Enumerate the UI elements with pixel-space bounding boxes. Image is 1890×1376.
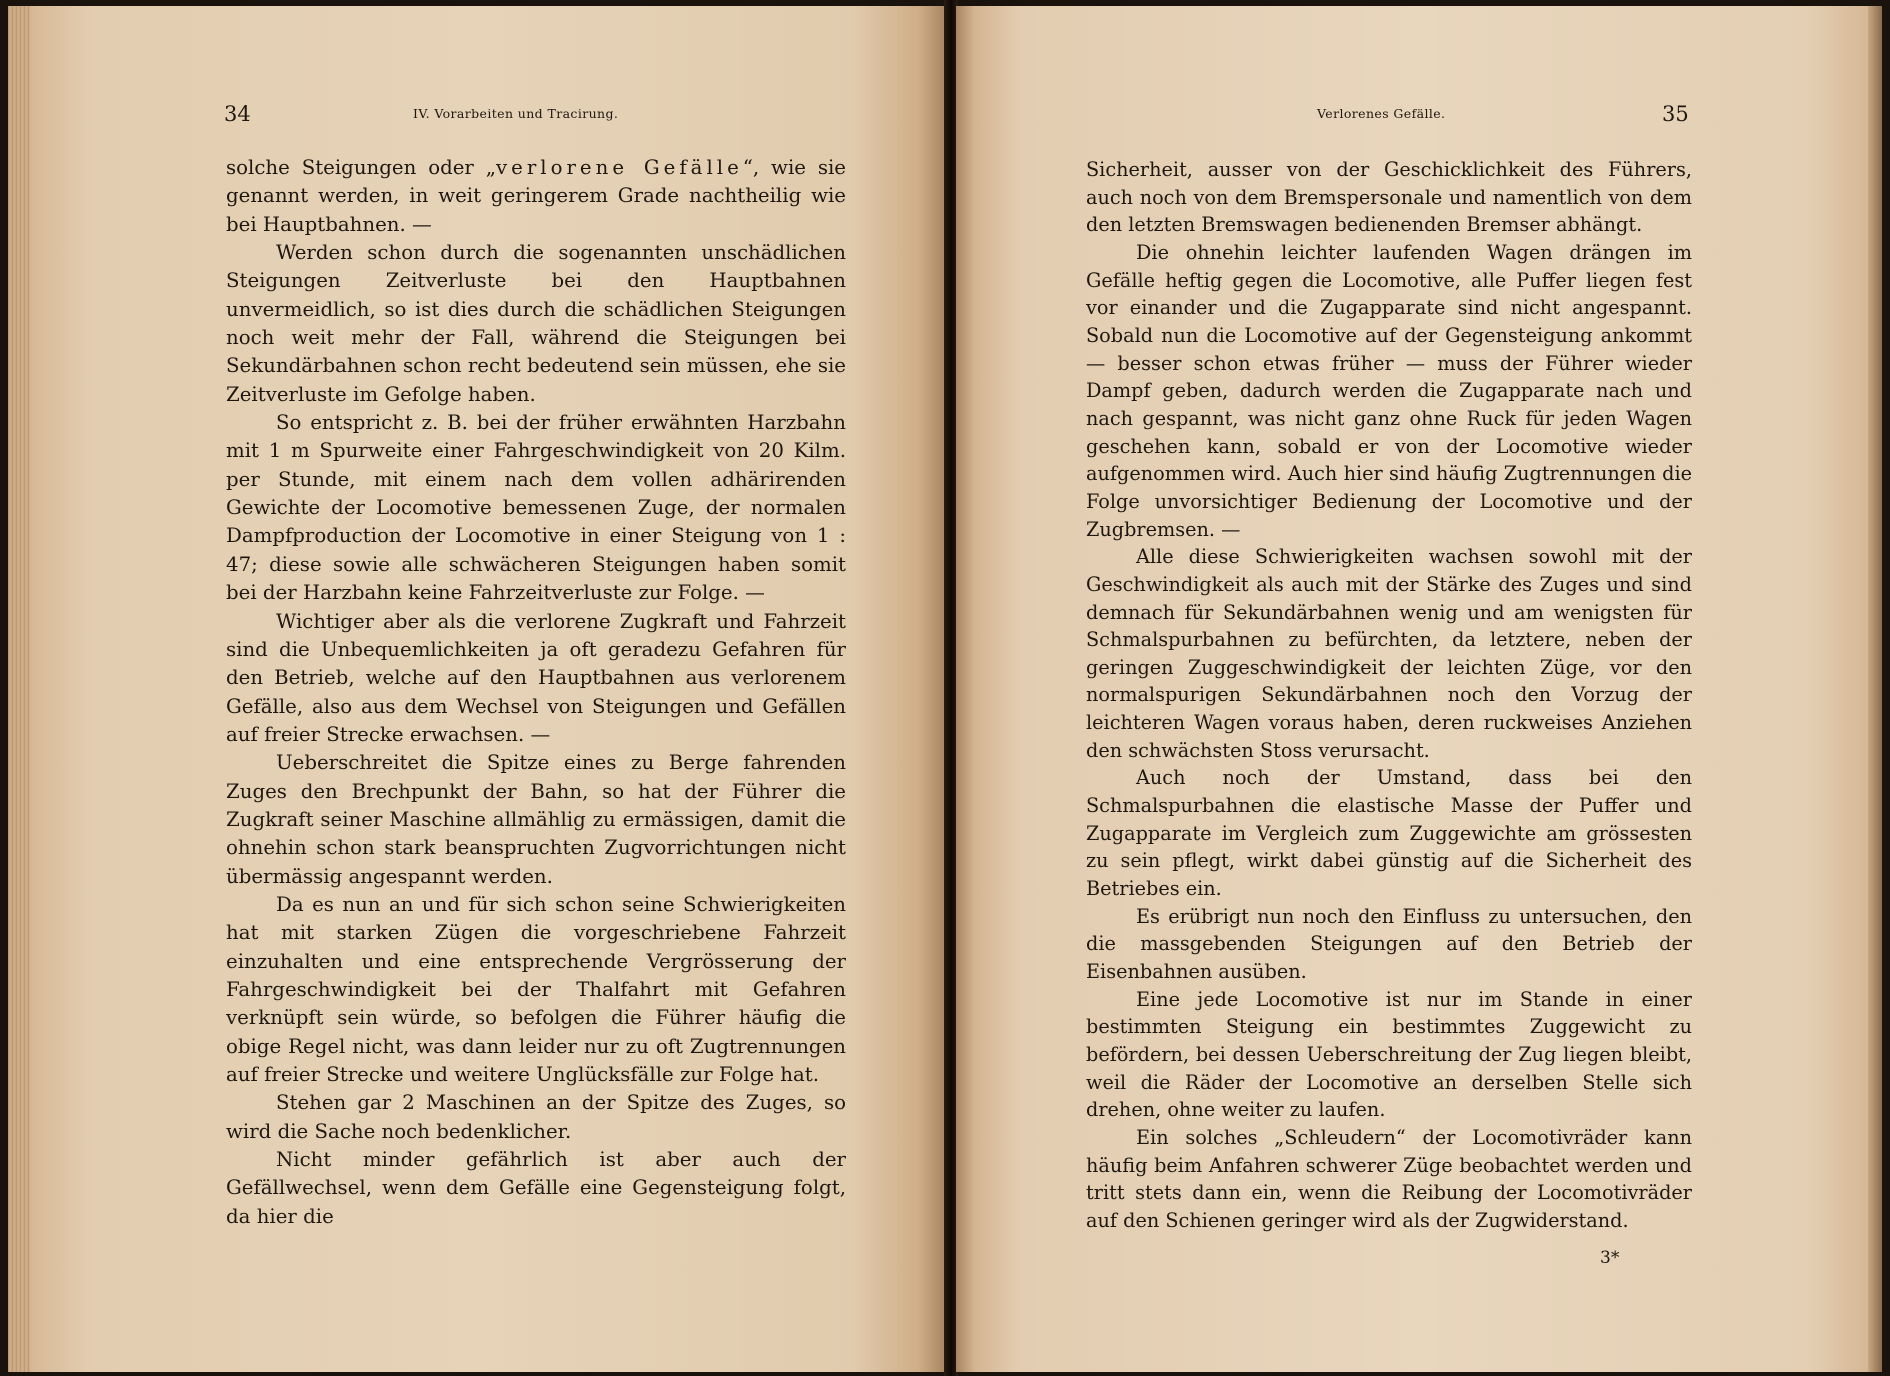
page-number-left: 34: [224, 102, 251, 126]
paragraph: Es erübrigt nun noch den Einfluss zu untersuchen, den die massgebenden Steigungen auf den Betrieb der Eisenbahnen ausüben.: [1086, 904, 1692, 984]
page-edge: [1868, 6, 1882, 1372]
left-page: [8, 6, 946, 1372]
signature-mark: 3*: [1600, 1248, 1620, 1268]
page-edge-stack: [8, 6, 30, 1372]
paragraph: Ueberschreitet die Spitze eines zu Berge fahrenden Zuges den Brechpunkt der Bahn, so hat der Führer die Zugkraft seiner Maschine allmählig zu ermässigen, damit die ohnehin schon stark beanspruchten Zugvorrichtungen nicht übermässig angespannt werden.: [226, 751, 846, 888]
page-number-right: 35: [1662, 102, 1689, 126]
right-page-body: [1086, 156, 1692, 1235]
paragraph: Nicht minder gefährlich ist aber auch der Gefällwechsel, wenn dem Gefälle eine Gegensteigung folgt, da hier die: [226, 1148, 846, 1228]
paragraph: Werden schon durch die sogenannten unschädlichen Steigungen Zeitverluste bei den Hauptbahnen unvermeidlich, so ist dies durch die schädlichen Steigungen noch weit mehr der Fall, während die Steigungen bei Sekundärbahnen schon recht bedeutend sein müssen, ehe sie Zeitverluste im Gefolge haben.: [226, 241, 846, 406]
paragraph: solche Steigungen oder „verlorene Gefälle“, wie sie genannt werden, in weit geringerem Grade nachtheilig wie bei Hauptbahnen. —: [226, 156, 846, 236]
paragraph: Wichtiger aber als die verlorene Zugkraft und Fahrzeit sind die Unbequemlichkeiten ja oft geradezu Gefahren für den Betrieb, welche auf den Hauptbahnen aus verlorenem Gefälle, also aus dem Wechsel von Steigungen und Gefällen auf freier Strecke erwachsen. —: [226, 609, 846, 746]
paragraph: Die ohnehin leichter laufenden Wagen drängen im Gefälle heftig gegen die Locomotive, alle Puffer liegen fest vor einander und die Zugapparate sind nicht angespannt. Sobald nun die Locomotive auf der Gegensteigung ankommt — besser schon etwas früher — muss der Führer wieder Dampf geben, dadurch werden die Zugapparate nach und nach gespannt, was nicht ganz ohne Ruck für jeden Wagen geschehen kann, sobald er von der Locomotive wieder aufgenommen wird. Auch hier sind häufig Zugtrennungen die Folge unvorsichtiger Bedienung der Locomotive und der Zugbremsen. —: [1086, 240, 1692, 541]
paragraph: Stehen gar 2 Maschinen an der Spitze des Zuges, so wird die Sache noch bedenklicher.: [226, 1091, 846, 1143]
left-page-body: [226, 154, 846, 1231]
paragraph: Da es nun an und für sich schon seine Schwierigkeiten hat mit starken Zügen die vorgeschriebene Fahrzeit einzuhalten und eine entsprechende Vergrösserung der Fahrgeschwindigkeit bei der Thalfahrt mit Gefahren verknüpft sein würde, so befolgen die Führer häufig die obige Regel nicht, was dann leider nur zu oft Zugtrennungen auf freier Strecke und weitere Unglücksfälle zur Folge hat.: [226, 892, 846, 1086]
paragraph: Alle diese Schwierigkeiten wachsen sowohl mit der Geschwindigkeit als auch mit der Stärke des Zuges und sind demnach für Sekundärbahnen wenig und am wenigsten für Schmalspurbahnen zu befürchten, da letztere, neben der geringen Zuggeschwindigkeit der leichten Züge, vor den normalspurigen Sekundärbahnen noch den Vorzug der leichteren Wagen voraus haben, deren ruckweises Anziehen den schwächsten Stoss verursacht.: [1086, 545, 1692, 762]
paragraph: Ein solches „Schleudern“ der Locomotivräder kann häufig beim Anfahren schwerer Züge beobachtet werden und tritt stets dann ein, wenn die Reibung der Locomotivräder auf den Schienen geringer wird als der Zugwiderstand.: [1086, 1125, 1692, 1232]
running-head-left: IV. Vorarbeiten und Tracirung.: [413, 106, 619, 121]
paragraph: So entspricht z. B. bei der früher erwähnten Harzbahn mit 1 m Spurweite einer Fahrgeschwindigkeit von 20 Kilm. per Stunde, mit einem nach dem vollen adhärirenden Gewichte der Locomotive bemessenen Zuge, der normalen Dampfproduction der Locomotive in einer Steigung von 1 : 47; diese sowie alle schwächeren Steigungen haben somit bei der Harzbahn keine Fahrzeitverluste zur Folge. —: [226, 411, 846, 605]
paragraph: Sicherheit, ausser von der Geschicklichkeit des Führers, auch noch von dem Bremspersonale und namentlich von dem den letzten Bremswagen bedienenden Bremser abhängt.: [1086, 158, 1692, 237]
spaced-term: verlorene Gefälle: [495, 156, 743, 179]
running-head-right: Verlorenes Gefälle.: [1317, 106, 1446, 121]
paragraph: Auch noch der Umstand, dass bei den Schmalspurbahnen die elastische Masse der Puffer und Zugapparate im Vergleich zum Zuggewichte am grössesten zu sein pflegt, wirkt dabei günstig auf die Sicherheit des Betriebes ein.: [1086, 766, 1692, 901]
paragraph: Eine jede Locomotive ist nur im Stande in einer bestimmten Steigung ein bestimmtes Zuggewicht zu befördern, bei dessen Ueberschreitung der Zug liegen bleibt, weil die Räder der Locomotive an derselben Stelle sich drehen, ohne weiter zu laufen.: [1086, 987, 1692, 1122]
right-page: [956, 6, 1882, 1372]
